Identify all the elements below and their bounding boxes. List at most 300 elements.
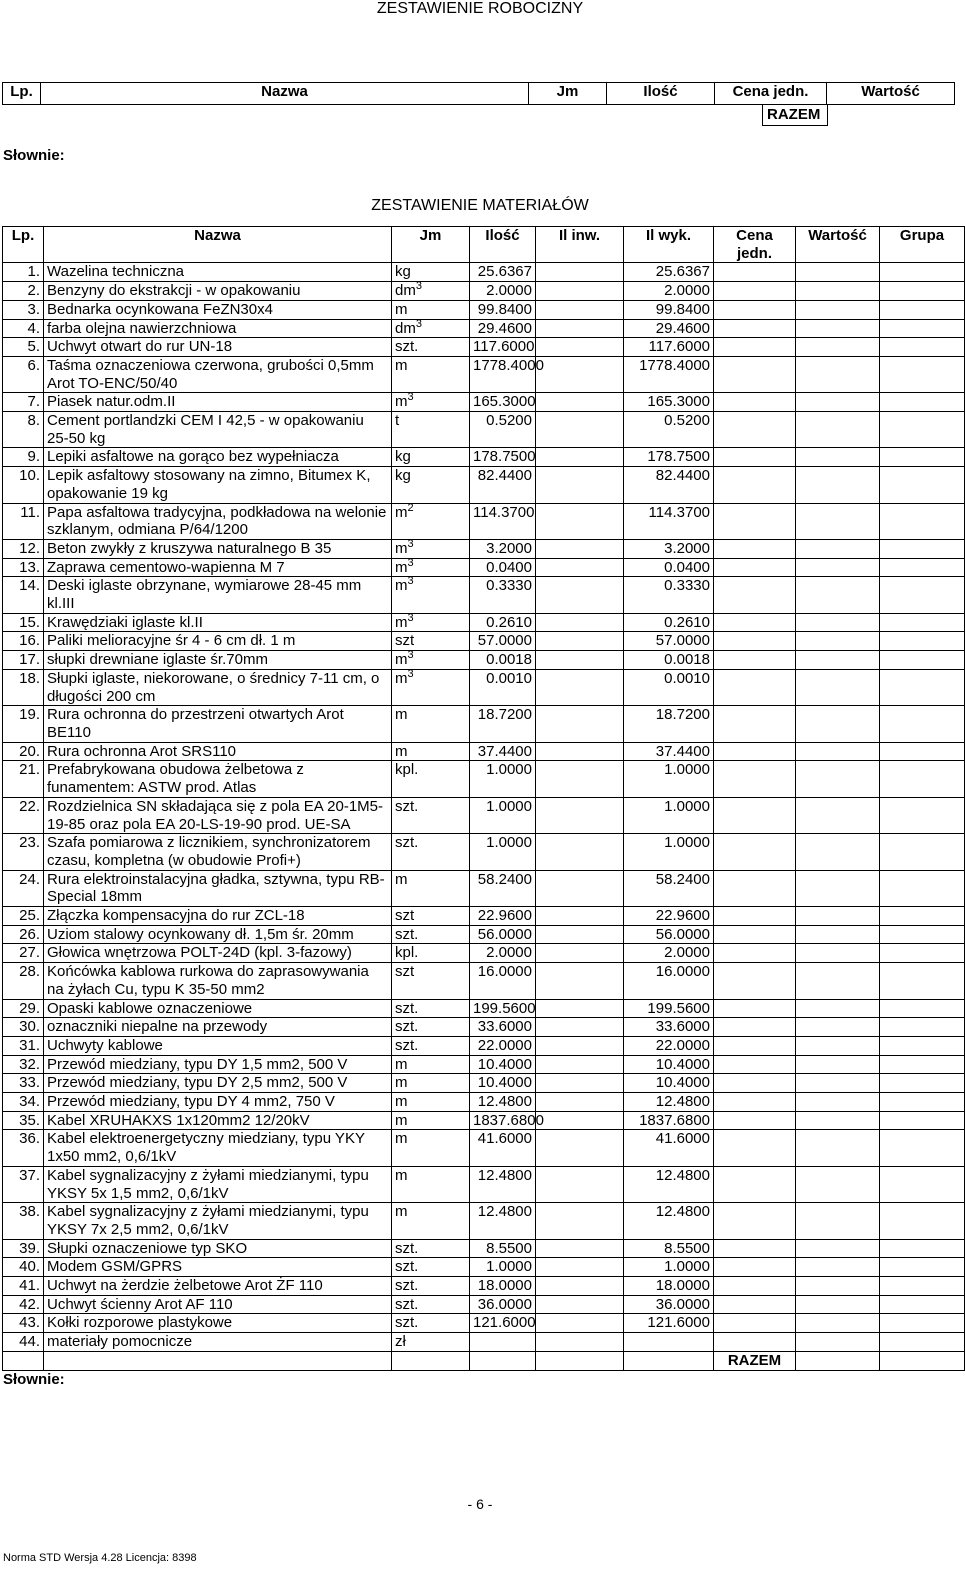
material-name: Krawędziaki iglaste kl.II bbox=[44, 613, 392, 632]
materials-header-value: Wartość bbox=[796, 227, 880, 263]
material-value bbox=[796, 632, 880, 651]
material-value bbox=[796, 282, 880, 301]
material-row bbox=[3, 999, 965, 1018]
material-wyk: 57.0000 bbox=[624, 632, 714, 651]
material-inw bbox=[536, 1111, 624, 1130]
material-row bbox=[3, 944, 965, 963]
material-row bbox=[3, 300, 965, 319]
material-qty: 18.0000 bbox=[470, 1277, 536, 1296]
material-name: Końcówka kablowa rurkowa do zaprasowywania na żyłach Cu, typu K 35-50 mm2 bbox=[44, 963, 392, 999]
material-group bbox=[880, 907, 965, 926]
material-price bbox=[714, 925, 796, 944]
material-value bbox=[796, 1314, 880, 1333]
material-wyk bbox=[624, 1333, 714, 1352]
material-row bbox=[3, 356, 965, 392]
material-wyk: 82.4400 bbox=[624, 467, 714, 503]
material-wyk: 16.0000 bbox=[624, 963, 714, 999]
material-lp: 3. bbox=[3, 300, 44, 319]
material-qty: 1.0000 bbox=[470, 1258, 536, 1277]
material-value bbox=[796, 1093, 880, 1112]
material-unit: zł bbox=[392, 1333, 470, 1352]
material-value bbox=[796, 706, 880, 742]
materials-total-cell bbox=[536, 1351, 624, 1370]
material-price bbox=[714, 907, 796, 926]
materials-total-cell bbox=[624, 1351, 714, 1370]
material-name: Przewód miedziany, typu DY 2,5 mm2, 500 V bbox=[44, 1074, 392, 1093]
material-inw bbox=[536, 742, 624, 761]
materials-header-inw: Il inw. bbox=[536, 227, 624, 263]
material-value bbox=[796, 1130, 880, 1166]
material-wyk: 0.0010 bbox=[624, 669, 714, 705]
material-qty: 82.4400 bbox=[470, 467, 536, 503]
material-price bbox=[714, 1239, 796, 1258]
material-unit: m bbox=[392, 1074, 470, 1093]
material-unit: $m^2$ bbox=[392, 503, 470, 539]
material-price bbox=[714, 613, 796, 632]
material-price bbox=[714, 1166, 796, 1202]
material-lp: 35. bbox=[3, 1111, 44, 1130]
material-wyk: 1.0000 bbox=[624, 1258, 714, 1277]
material-name: Beton zwykły z kruszywa naturalnego B 35 bbox=[44, 539, 392, 558]
material-price bbox=[714, 1314, 796, 1333]
material-inw bbox=[536, 706, 624, 742]
material-wyk: 117.6000 bbox=[624, 338, 714, 357]
material-qty: 16.0000 bbox=[470, 963, 536, 999]
material-price bbox=[714, 1074, 796, 1093]
material-wyk: 0.3330 bbox=[624, 577, 714, 613]
material-value bbox=[796, 467, 880, 503]
material-qty: 29.4600 bbox=[470, 319, 536, 338]
material-value bbox=[796, 577, 880, 613]
material-group bbox=[880, 338, 965, 357]
material-price bbox=[714, 834, 796, 870]
material-qty: 41.6000 bbox=[470, 1130, 536, 1166]
material-qty: 2.0000 bbox=[470, 282, 536, 301]
material-name: Taśma oznaczeniowa czerwona, grubości 0,5mm Arot TO-ENC/50/40 bbox=[44, 356, 392, 392]
material-row bbox=[3, 613, 965, 632]
material-lp: 33. bbox=[3, 1074, 44, 1093]
material-name: Złączka kompensacyjna do rur ZCL-18 bbox=[44, 907, 392, 926]
material-qty: 10.4000 bbox=[470, 1074, 536, 1093]
labor-header-lp: Lp. bbox=[3, 83, 41, 105]
material-qty: 178.7500 bbox=[470, 448, 536, 467]
material-value bbox=[796, 1295, 880, 1314]
material-unit: $m^3$ bbox=[392, 393, 470, 412]
material-wyk: 165.3000 bbox=[624, 393, 714, 412]
material-group bbox=[880, 761, 965, 797]
material-inw bbox=[536, 1333, 624, 1352]
materials-header-qty: Ilość bbox=[470, 227, 536, 263]
material-value bbox=[796, 907, 880, 926]
material-row bbox=[3, 467, 965, 503]
material-row bbox=[3, 282, 965, 301]
material-lp: 32. bbox=[3, 1055, 44, 1074]
material-group bbox=[880, 706, 965, 742]
material-lp: 34. bbox=[3, 1093, 44, 1112]
material-inw bbox=[536, 300, 624, 319]
material-group bbox=[880, 1093, 965, 1112]
materials-total-cell bbox=[392, 1351, 470, 1370]
material-price bbox=[714, 944, 796, 963]
material-inw bbox=[536, 1295, 624, 1314]
material-unit: m bbox=[392, 742, 470, 761]
material-value bbox=[796, 1074, 880, 1093]
materials-total-cell bbox=[880, 1351, 965, 1370]
material-lp: 25. bbox=[3, 907, 44, 926]
material-wyk: 2.0000 bbox=[624, 282, 714, 301]
material-row bbox=[3, 539, 965, 558]
material-group bbox=[880, 1036, 965, 1055]
material-unit: szt bbox=[392, 963, 470, 999]
material-qty: 199.5600 bbox=[470, 999, 536, 1018]
material-wyk: 25.6367 bbox=[624, 263, 714, 282]
material-name: Uchwyt ścienny Arot AF 110 bbox=[44, 1295, 392, 1314]
material-price bbox=[714, 263, 796, 282]
material-lp: 26. bbox=[3, 925, 44, 944]
material-row bbox=[3, 669, 965, 705]
material-name: Przewód miedziany, typu DY 4 mm2, 750 V bbox=[44, 1093, 392, 1112]
material-inw bbox=[536, 651, 624, 670]
material-name: Uziom stalowy ocynkowany dł. 1,5m śr. 20mm bbox=[44, 925, 392, 944]
material-qty: 0.0400 bbox=[470, 558, 536, 577]
material-group bbox=[880, 1111, 965, 1130]
material-wyk: 1778.4000 bbox=[624, 356, 714, 392]
material-inw bbox=[536, 467, 624, 503]
material-name: Kołki rozporowe plastykowe bbox=[44, 1314, 392, 1333]
material-value bbox=[796, 503, 880, 539]
material-value bbox=[796, 412, 880, 448]
material-unit: szt. bbox=[392, 1295, 470, 1314]
material-name: Szafa pomiarowa z licznikiem, synchronizatorem czasu, kompletna (w obudowie Profi+) bbox=[44, 834, 392, 870]
material-lp: 8. bbox=[3, 412, 44, 448]
material-wyk: 29.4600 bbox=[624, 319, 714, 338]
material-row bbox=[3, 1074, 965, 1093]
material-group bbox=[880, 1258, 965, 1277]
material-lp: 17. bbox=[3, 651, 44, 670]
material-lp: 42. bbox=[3, 1295, 44, 1314]
material-wyk: 2.0000 bbox=[624, 944, 714, 963]
material-price bbox=[714, 1333, 796, 1352]
material-value bbox=[796, 1111, 880, 1130]
material-wyk: 99.8400 bbox=[624, 300, 714, 319]
material-group bbox=[880, 503, 965, 539]
material-unit: m bbox=[392, 356, 470, 392]
material-inw bbox=[536, 539, 624, 558]
material-row bbox=[3, 263, 965, 282]
material-lp: 10. bbox=[3, 467, 44, 503]
material-wyk: 56.0000 bbox=[624, 925, 714, 944]
slownie-label-1: Słownie: bbox=[3, 147, 65, 164]
material-group bbox=[880, 539, 965, 558]
material-value bbox=[796, 1018, 880, 1037]
material-value bbox=[796, 761, 880, 797]
material-value bbox=[796, 613, 880, 632]
material-lp: 27. bbox=[3, 944, 44, 963]
material-group bbox=[880, 1055, 965, 1074]
material-value bbox=[796, 1055, 880, 1074]
material-lp: 7. bbox=[3, 393, 44, 412]
material-row bbox=[3, 412, 965, 448]
material-unit: szt. bbox=[392, 1036, 470, 1055]
material-group bbox=[880, 963, 965, 999]
material-lp: 21. bbox=[3, 761, 44, 797]
material-inw bbox=[536, 761, 624, 797]
material-group bbox=[880, 1018, 965, 1037]
materials-title: ZESTAWIENIE MATERIAŁÓW bbox=[371, 197, 589, 214]
material-qty: 121.6000 bbox=[470, 1314, 536, 1333]
material-row bbox=[3, 558, 965, 577]
material-inw bbox=[536, 925, 624, 944]
material-wyk: 0.0400 bbox=[624, 558, 714, 577]
material-lp: 30. bbox=[3, 1018, 44, 1037]
material-lp: 39. bbox=[3, 1239, 44, 1258]
material-qty: 3.2000 bbox=[470, 539, 536, 558]
material-name: Benzyny do ekstrakcji - w opakowaniu bbox=[44, 282, 392, 301]
material-price bbox=[714, 669, 796, 705]
material-value bbox=[796, 263, 880, 282]
material-row bbox=[3, 870, 965, 906]
material-unit: kg bbox=[392, 448, 470, 467]
material-wyk: 3.2000 bbox=[624, 539, 714, 558]
material-unit: $dm^3$ bbox=[392, 282, 470, 301]
material-qty: 22.9600 bbox=[470, 907, 536, 926]
material-value bbox=[796, 356, 880, 392]
material-inw bbox=[536, 944, 624, 963]
material-wyk: 33.6000 bbox=[624, 1018, 714, 1037]
material-price bbox=[714, 797, 796, 833]
material-inw bbox=[536, 577, 624, 613]
material-inw bbox=[536, 834, 624, 870]
material-value bbox=[796, 1258, 880, 1277]
material-group bbox=[880, 797, 965, 833]
page-number: - 6 - bbox=[467, 1496, 493, 1512]
material-wyk: 22.0000 bbox=[624, 1036, 714, 1055]
material-unit: m bbox=[392, 1093, 470, 1112]
material-value bbox=[796, 393, 880, 412]
material-wyk: 12.4800 bbox=[624, 1203, 714, 1239]
material-inw bbox=[536, 1018, 624, 1037]
material-qty: 0.2610 bbox=[470, 613, 536, 632]
material-row bbox=[3, 651, 965, 670]
material-unit: szt. bbox=[392, 1258, 470, 1277]
material-value bbox=[796, 797, 880, 833]
material-inw bbox=[536, 797, 624, 833]
material-qty: 33.6000 bbox=[470, 1018, 536, 1037]
material-price bbox=[714, 1036, 796, 1055]
material-lp: 28. bbox=[3, 963, 44, 999]
material-value bbox=[796, 1277, 880, 1296]
material-price bbox=[714, 356, 796, 392]
material-price bbox=[714, 761, 796, 797]
material-price bbox=[714, 282, 796, 301]
materials-total-cell bbox=[470, 1351, 536, 1370]
material-row bbox=[3, 503, 965, 539]
material-value bbox=[796, 834, 880, 870]
material-name: słupki drewniane iglaste śr.70mm bbox=[44, 651, 392, 670]
material-name: Kabel sygnalizacyjny z żyłami miedzianymi, typu YKSY 7x 2,5 mm2, 0,6/1kV bbox=[44, 1203, 392, 1239]
material-wyk: 114.3700 bbox=[624, 503, 714, 539]
material-wyk: 0.2610 bbox=[624, 613, 714, 632]
material-row bbox=[3, 319, 965, 338]
material-qty: 12.4800 bbox=[470, 1093, 536, 1112]
material-unit: m bbox=[392, 1055, 470, 1074]
material-lp: 15. bbox=[3, 613, 44, 632]
material-inw bbox=[536, 999, 624, 1018]
materials-header-lp: Lp. bbox=[3, 227, 44, 263]
material-lp: 5. bbox=[3, 338, 44, 357]
material-price bbox=[714, 651, 796, 670]
material-qty: 117.6000 bbox=[470, 338, 536, 357]
material-unit: szt bbox=[392, 907, 470, 926]
material-lp: 23. bbox=[3, 834, 44, 870]
material-unit: kpl. bbox=[392, 761, 470, 797]
material-inw bbox=[536, 1055, 624, 1074]
material-group bbox=[880, 1130, 965, 1166]
material-qty: 12.4800 bbox=[470, 1203, 536, 1239]
material-row bbox=[3, 1203, 965, 1239]
material-price bbox=[714, 1258, 796, 1277]
material-row bbox=[3, 1036, 965, 1055]
material-price bbox=[714, 412, 796, 448]
material-lp: 29. bbox=[3, 999, 44, 1018]
material-qty: 58.2400 bbox=[470, 870, 536, 906]
material-unit: $m^3$ bbox=[392, 539, 470, 558]
material-price bbox=[714, 539, 796, 558]
material-qty: 57.0000 bbox=[470, 632, 536, 651]
material-value bbox=[796, 448, 880, 467]
material-inw bbox=[536, 1036, 624, 1055]
materials-total-label: RAZEM bbox=[714, 1351, 796, 1370]
material-row bbox=[3, 797, 965, 833]
material-name: Lepik asfaltowy stosowany na zimno, Bitumex K, opakowanie 19 kg bbox=[44, 467, 392, 503]
material-name: Lepiki asfaltowe na gorąco bez wypełniacza bbox=[44, 448, 392, 467]
material-inw bbox=[536, 338, 624, 357]
material-qty: 25.6367 bbox=[470, 263, 536, 282]
material-unit: szt. bbox=[392, 797, 470, 833]
material-value bbox=[796, 944, 880, 963]
material-price bbox=[714, 1277, 796, 1296]
material-inw bbox=[536, 632, 624, 651]
material-name: Paliki melioracyjne śr 4 - 6 cm dł. 1 m bbox=[44, 632, 392, 651]
material-price bbox=[714, 1295, 796, 1314]
material-price bbox=[714, 558, 796, 577]
material-row bbox=[3, 834, 965, 870]
material-unit: szt. bbox=[392, 1314, 470, 1333]
material-value bbox=[796, 539, 880, 558]
material-group bbox=[880, 742, 965, 761]
material-row bbox=[3, 632, 965, 651]
material-price bbox=[714, 448, 796, 467]
material-name: Rura ochronna Arot SRS110 bbox=[44, 742, 392, 761]
material-inw bbox=[536, 393, 624, 412]
material-qty: 114.3700 bbox=[470, 503, 536, 539]
material-inw bbox=[536, 356, 624, 392]
material-unit: szt. bbox=[392, 925, 470, 944]
material-inw bbox=[536, 1166, 624, 1202]
material-lp: 37. bbox=[3, 1166, 44, 1202]
material-price bbox=[714, 577, 796, 613]
material-qty: 18.7200 bbox=[470, 706, 536, 742]
material-lp: 16. bbox=[3, 632, 44, 651]
material-qty: 12.4800 bbox=[470, 1166, 536, 1202]
material-row bbox=[3, 448, 965, 467]
material-row bbox=[3, 742, 965, 761]
material-wyk: 121.6000 bbox=[624, 1314, 714, 1333]
material-unit: $m^3$ bbox=[392, 577, 470, 613]
material-name: Deski iglaste obrzynane, wymiarowe 28-45 mm kl.III bbox=[44, 577, 392, 613]
materials-header-jm: Jm bbox=[392, 227, 470, 263]
material-name: oznaczniki niepalne na przewody bbox=[44, 1018, 392, 1037]
material-inw bbox=[536, 1074, 624, 1093]
material-name: Kabel sygnalizacyjny z żyłami miedzianymi, typu YKSY 5x 1,5 mm2, 0,6/1kV bbox=[44, 1166, 392, 1202]
labor-header-price: Cena jedn. bbox=[715, 83, 827, 105]
material-row bbox=[3, 761, 965, 797]
material-name: Wazelina techniczna bbox=[44, 263, 392, 282]
material-row bbox=[3, 338, 965, 357]
material-group bbox=[880, 1239, 965, 1258]
material-group bbox=[880, 412, 965, 448]
material-lp: 13. bbox=[3, 558, 44, 577]
material-lp: 38. bbox=[3, 1203, 44, 1239]
material-wyk: 1.0000 bbox=[624, 797, 714, 833]
material-name: materiały pomocnicze bbox=[44, 1333, 392, 1352]
material-lp: 18. bbox=[3, 669, 44, 705]
material-group bbox=[880, 356, 965, 392]
material-wyk: 12.4800 bbox=[624, 1166, 714, 1202]
material-price bbox=[714, 503, 796, 539]
material-unit: kpl. bbox=[392, 944, 470, 963]
material-name: Bednarka ocynkowana FeZN30x4 bbox=[44, 300, 392, 319]
material-lp: 2. bbox=[3, 282, 44, 301]
material-group bbox=[880, 319, 965, 338]
material-lp: 11. bbox=[3, 503, 44, 539]
material-qty: 0.3330 bbox=[470, 577, 536, 613]
material-inw bbox=[536, 669, 624, 705]
material-inw bbox=[536, 319, 624, 338]
material-price bbox=[714, 999, 796, 1018]
materials-total-cell bbox=[3, 1351, 44, 1370]
labor-header-name: Nazwa bbox=[41, 83, 529, 105]
material-wyk: 0.0018 bbox=[624, 651, 714, 670]
material-wyk: 1.0000 bbox=[624, 761, 714, 797]
material-group bbox=[880, 834, 965, 870]
material-name: Kabel XRUHAKXS 1x120mm2 12/20kV bbox=[44, 1111, 392, 1130]
material-price bbox=[714, 1018, 796, 1037]
material-inw bbox=[536, 282, 624, 301]
material-wyk: 8.5500 bbox=[624, 1239, 714, 1258]
material-price bbox=[714, 742, 796, 761]
material-group bbox=[880, 1074, 965, 1093]
material-lp: 12. bbox=[3, 539, 44, 558]
material-qty: 0.5200 bbox=[470, 412, 536, 448]
material-row bbox=[3, 706, 965, 742]
material-value bbox=[796, 963, 880, 999]
labor-table bbox=[2, 82, 955, 105]
material-unit: m bbox=[392, 1130, 470, 1166]
material-inw bbox=[536, 1277, 624, 1296]
material-row bbox=[3, 1277, 965, 1296]
material-unit: szt. bbox=[392, 338, 470, 357]
material-lp: 36. bbox=[3, 1130, 44, 1166]
material-price bbox=[714, 467, 796, 503]
material-lp: 4. bbox=[3, 319, 44, 338]
material-group bbox=[880, 613, 965, 632]
material-name: Prefabrykowana obudowa żelbetowa z funamentem: ASTW prod. Atlas bbox=[44, 761, 392, 797]
material-value bbox=[796, 1203, 880, 1239]
material-price bbox=[714, 632, 796, 651]
material-row bbox=[3, 1333, 965, 1352]
material-unit: m bbox=[392, 1166, 470, 1202]
